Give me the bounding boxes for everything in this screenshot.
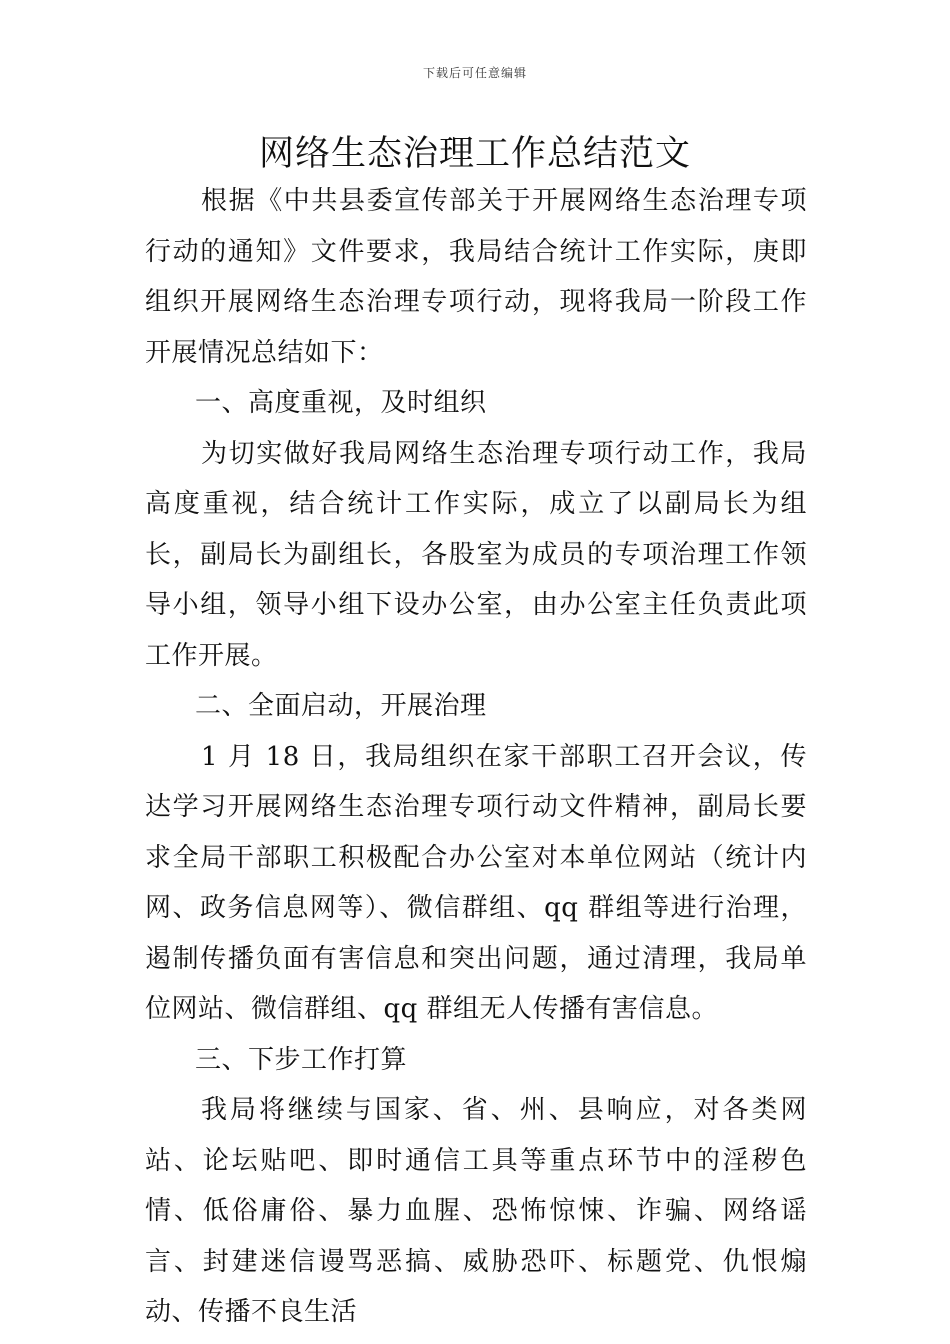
- document-body: [145, 176, 807, 1338]
- section-2-paragraph: 1 月 18 日，我局组织在家干部职工召开会议，传达学习开展网络生态治理专项行动文件精神，副局长要求全局干部职工积极配合办公室对本单位网站（统计内网、政务信息网等）、微信群组、qq 群组等进行治理，遏制传播负面有害信息和突出问题，通过清理，我局单位网站、微信群组、qq 群组无人传播有害信息。: [145, 741, 807, 1024]
- section-heading-3: 三、下步工作打算: [195, 1044, 408, 1075]
- section-1-paragraph: 为切实做好我局网络生态治理专项行动工作，我局高度重视，结合统计工作实际，成立了以副局长为组长，副局长为副组长，各股室为成员的专项治理工作领导小组，领导小组下设办公室，由办公室主任负责此项工作开展。: [145, 438, 807, 671]
- header-note: 下载后可任意编辑: [422, 66, 527, 80]
- intro-paragraph: 根据《中共县委宣传部关于开展网络生态治理专项行动的通知》文件要求，我局结合统计工作实际，庚即组织开展网络生态治理专项行动，现将我局一阶段工作开展情况总结如下：: [145, 186, 807, 368]
- document-title: 网络生态治理工作总结范文: [258, 134, 691, 174]
- section-heading-1: 一、高度重视，及时组织: [195, 388, 487, 418]
- section-3-paragraph: 我局将继续与国家、省、州、县响应，对各类网站、论坛贴吧、即时通信工具等重点环节中的淫秽色情、低俗庸俗、暴力血腥、恐怖惊悚、诈骗、网络谣言、封建迷信谩骂恶搞、威胁恐吓、标题党、仇恨煽动、传播不良生活: [145, 1095, 807, 1327]
- section-heading-2: 二、全面启动，开展治理: [195, 691, 487, 721]
